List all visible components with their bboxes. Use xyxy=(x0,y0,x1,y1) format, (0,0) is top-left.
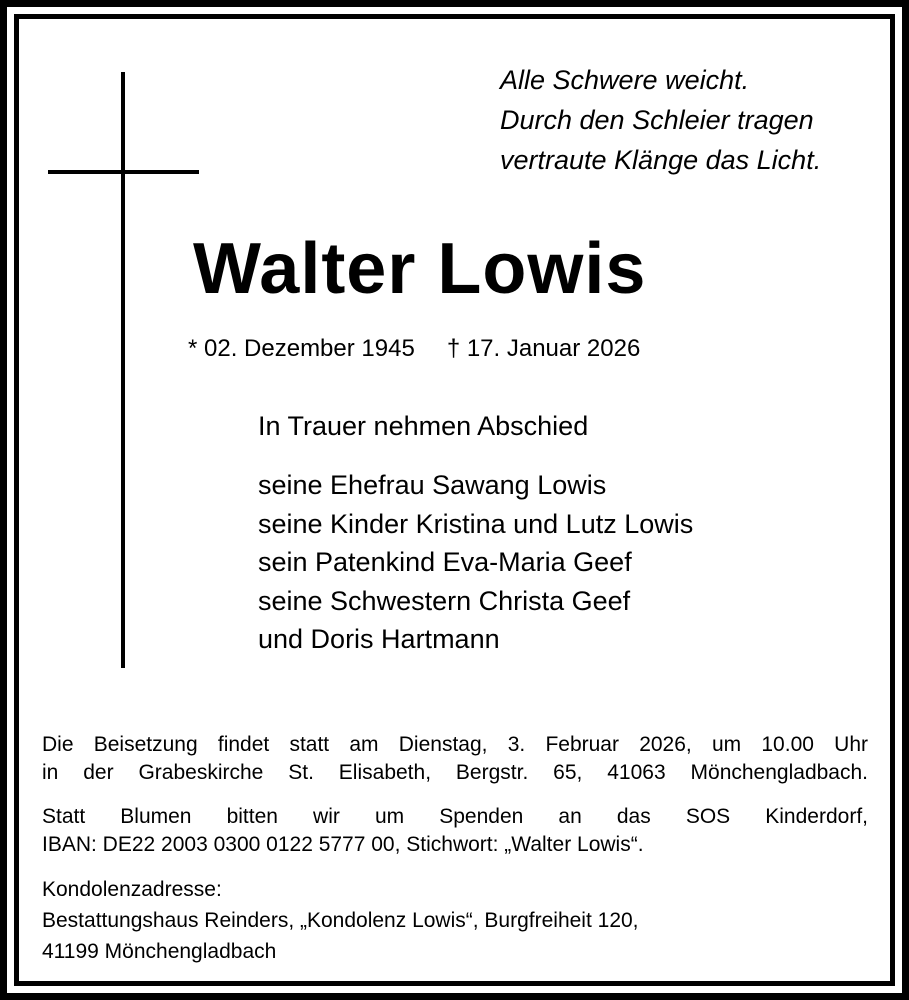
quote-line: Alle Schwere weicht. xyxy=(500,65,750,95)
condolence-line: 41199 Mönchengladbach xyxy=(42,940,277,963)
mourning-intro: In Trauer nehmen Abschied xyxy=(258,411,589,441)
dates xyxy=(188,335,672,363)
funeral-info xyxy=(42,731,868,787)
family-list xyxy=(258,466,693,659)
donation-line: Statt Blumen bitten wir um Spenden an das SOS Kinderdorf, xyxy=(42,805,868,828)
family-member: seine Schwestern Christa Geef xyxy=(258,585,631,616)
donation-line: IBAN: DE22 2003 0300 0122 5777 00, Stichwort: „Walter Lowis“. xyxy=(42,833,644,856)
deceased-name: Walter Lowis xyxy=(193,229,647,309)
funeral-line: in der Grabeskirche St. Elisabeth, Bergstr. 65, 41063 Mönchengladbach. xyxy=(42,761,868,784)
quote-line: vertraute Klänge das Licht. xyxy=(500,145,822,175)
quote-line: Durch den Schleier tragen xyxy=(500,105,814,135)
cross-icon-vertical xyxy=(121,72,125,668)
condolence-line: Kondolenzadresse: xyxy=(42,878,222,901)
family-member: und Doris Hartmann xyxy=(258,624,500,654)
death-date: † 17. Januar 2026 xyxy=(446,335,641,362)
family-member: seine Kinder Kristina und Lutz Lowis xyxy=(258,508,694,539)
quote xyxy=(500,60,821,180)
donation-info xyxy=(42,803,868,859)
birth-date: * 02. Dezember 1945 xyxy=(188,335,415,362)
funeral-line: Die Beisetzung findet statt am Dienstag, 3. Februar 2026, um 10.00 Uhr xyxy=(42,733,868,756)
family-member: seine Ehefrau Sawang Lowis xyxy=(258,470,607,500)
condolence-info xyxy=(42,874,868,967)
condolence-line: Bestattungshaus Reinders, „Kondolenz Lowis“, Burgfreiheit 120, xyxy=(42,909,639,932)
cross-icon-horizontal xyxy=(48,170,199,174)
family-member: sein Patenkind Eva-Maria Geef xyxy=(258,547,632,577)
